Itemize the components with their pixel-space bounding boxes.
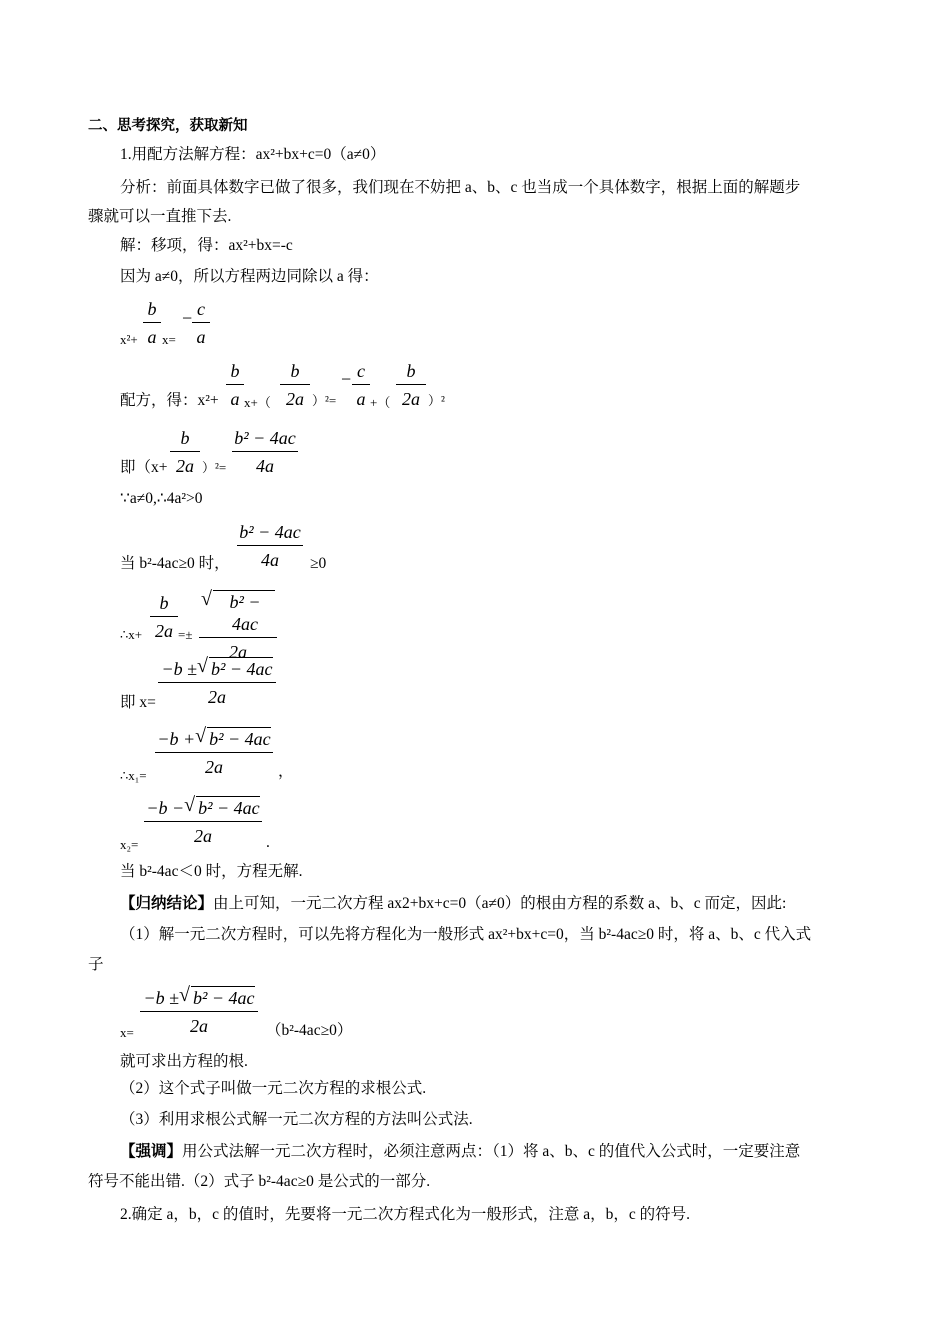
eq6-radicand: b² − 4ac — [210, 659, 273, 679]
eq5-radicand: b² − 4ac — [213, 590, 275, 635]
eq8-den: 2a — [144, 821, 262, 847]
eq1-fraction-c-a — [192, 298, 210, 348]
c3-line: （3）利用求根公式解一元二次方程的方法叫公式法. — [120, 1111, 473, 1128]
solution-move: 解：移项，得：ax²+bx=-c — [120, 237, 293, 254]
eq4-fraction-disc-4a — [237, 521, 303, 571]
eq4-tail: ≥0 — [310, 555, 327, 572]
eq2-fraction-b-2a-2 — [396, 360, 426, 410]
eq5-fraction-b-2a — [150, 592, 178, 642]
eq4-num: b² − 4ac — [239, 522, 301, 542]
eq7-pre: −b + — [157, 729, 196, 749]
eq7-num — [155, 727, 273, 752]
eq2-t1: x+（ — [244, 395, 271, 410]
sqrt-sign: √ b² − 4ac — [195, 725, 271, 749]
eq5-mid: =± — [178, 627, 193, 642]
emphasis-text: 用公式法解一元二次方程时，必须注意两点：（1）将 a、b、c 的值代入公式时，一定要注意 — [182, 1143, 801, 1160]
eq7-tail: ， — [278, 763, 294, 780]
eq2-f2-den: 2a — [280, 384, 310, 410]
eq8-fraction — [144, 796, 262, 847]
eq2-f1-num: b — [230, 361, 240, 381]
eq2-f4-num: b — [406, 361, 416, 381]
eq5-fraction-root — [199, 590, 277, 663]
conclusion-label: 【归纳结论】 — [120, 895, 214, 912]
eq3-fraction-b-2a — [170, 427, 200, 477]
emphasis-label: 【强调】 — [120, 1143, 183, 1160]
eq8-radicand: b² − 4ac — [198, 798, 260, 818]
eq1-f2-den: a — [192, 322, 210, 348]
c1-line-2: 子 — [88, 956, 104, 973]
conclusion-text: 由上可知，一元二次方程 ax2+bx+c=0（a≠0）的根由方程的系数 a、b、c 而定，因此: — [213, 895, 787, 912]
eq2-t2: ）²= — [312, 393, 337, 408]
eq2-f4-den: 2a — [396, 384, 426, 410]
eq2-f3-den: a — [352, 384, 370, 410]
eq3-fraction-disc-4a — [232, 427, 298, 477]
eq2-t4: ）² — [428, 393, 445, 408]
eq9-radicand: b² − 4ac — [192, 988, 255, 1008]
eq2-t3: +（ — [370, 395, 391, 410]
eq5-num — [199, 590, 277, 637]
eq9-num — [140, 986, 258, 1011]
eq6-lead: 即 x= — [120, 694, 156, 711]
item-1: 1.用配方法解方程：ax²+bx+c=0（a≠0） — [120, 146, 386, 163]
eq1-minus: − — [182, 308, 193, 328]
solution-divide: 因为 a≠0，所以方程两边同除以 a 得： — [120, 268, 379, 285]
eq5-lead: ∴x+ — [120, 627, 143, 642]
eq9-lead: x= — [120, 1025, 134, 1040]
emphasis-line-1 — [120, 1142, 800, 1162]
eq4-lead: 当 b²-4ac≥0 时， — [120, 555, 230, 572]
eq7-den: 2a — [155, 752, 273, 778]
item-2: 2.确定 a，b，c 的值时，先要将一元二次方程式化为一般形式，注意 a，b，c 的符号. — [120, 1206, 691, 1223]
eq7-lead: ∴x₁= — [120, 768, 147, 783]
eq2-f3-num: c — [357, 361, 365, 381]
analysis-line-1: 分析：前面具体数字已做了很多，我们现在不妨把 a、b、c 也当成一个具体数字，根据上面的解题步 — [120, 179, 801, 196]
sqrt-sign: √ b² − 4ac — [196, 655, 273, 679]
eq9-den: 2a — [140, 1011, 258, 1037]
eq1-f1-num: b — [147, 299, 157, 319]
eq2-fraction-b-a — [226, 360, 244, 410]
eq3-f1-num: b — [180, 428, 190, 448]
c2-line: （2）这个式子叫做一元二次方程的求根公式. — [120, 1080, 427, 1097]
eq9-pre: −b ± — [143, 988, 179, 1008]
eq3-t1: ）²= — [202, 460, 227, 475]
eq2-f1-den: a — [226, 384, 244, 410]
since-line: ∵a≠0,∴4a²>0 — [120, 490, 203, 507]
eq9-tail: （b²-4ac≥0） — [266, 1022, 353, 1039]
eq5-f1-num: b — [159, 593, 169, 613]
eq3-f2-den: 4a — [232, 451, 298, 477]
eq1-fraction-b-a — [143, 298, 161, 348]
c1-line-3: 就可求出方程的根. — [120, 1053, 248, 1070]
eq4-den: 4a — [237, 545, 303, 571]
eq2-minus: − — [341, 369, 352, 389]
eq8-lead: x₂= — [120, 837, 139, 852]
eq1-f1-den: a — [143, 322, 161, 348]
emphasis-line-2: 符号不能出错.（2）式子 b²-4ac≥0 是公式的一部分. — [88, 1173, 431, 1190]
eq6-fraction — [158, 657, 276, 708]
eq1-f2-num: c — [197, 299, 205, 319]
eq7-radicand: b² − 4ac — [209, 729, 271, 749]
eq2-f2-num: b — [290, 361, 300, 381]
sqrt-sign: √ b² − 4ac — [178, 984, 255, 1008]
eq7-fraction — [155, 727, 273, 778]
sqrt-sign: √ b² − 4ac — [201, 590, 275, 635]
eq3-f2-num: b² − 4ac — [234, 428, 296, 448]
eq6-num — [158, 657, 276, 682]
sqrt-sign: √ b² − 4ac — [184, 794, 260, 818]
eq1-mid: x= — [162, 332, 176, 347]
eq5-den: 2a — [199, 637, 277, 663]
eq3-f1-den: 2a — [170, 451, 200, 477]
eq2-fraction-c-a — [352, 360, 370, 410]
eq6-pre: −b ± — [161, 659, 197, 679]
eq2-fraction-b-2a — [280, 360, 310, 410]
eq2-lead: 配方，得：x²+ — [120, 392, 219, 409]
eq5-f1-den: 2a — [150, 616, 178, 642]
no-solution-line: 当 b²-4ac＜0 时，方程无解. — [120, 863, 303, 880]
section-title: 二、思考探究，获取新知 — [88, 118, 248, 134]
eq1-lead: x²+ — [120, 332, 138, 347]
conclusion-line — [120, 894, 786, 914]
eq3-lead: 即（x+ — [120, 459, 168, 476]
eq8-num — [144, 796, 262, 821]
eq8-pre: −b − — [146, 798, 185, 818]
c1-line-1: （1）解一元二次方程时，可以先将方程化为一般形式 ax²+bx+c=0，当 b²-4ac≥0 时，将 a、b、c 代入式 — [120, 926, 812, 943]
eq8-tail: . — [266, 834, 270, 851]
eq6-den: 2a — [158, 682, 276, 708]
analysis-line-2: 骤就可以一直推下去. — [88, 208, 232, 225]
eq9-fraction — [140, 986, 258, 1037]
